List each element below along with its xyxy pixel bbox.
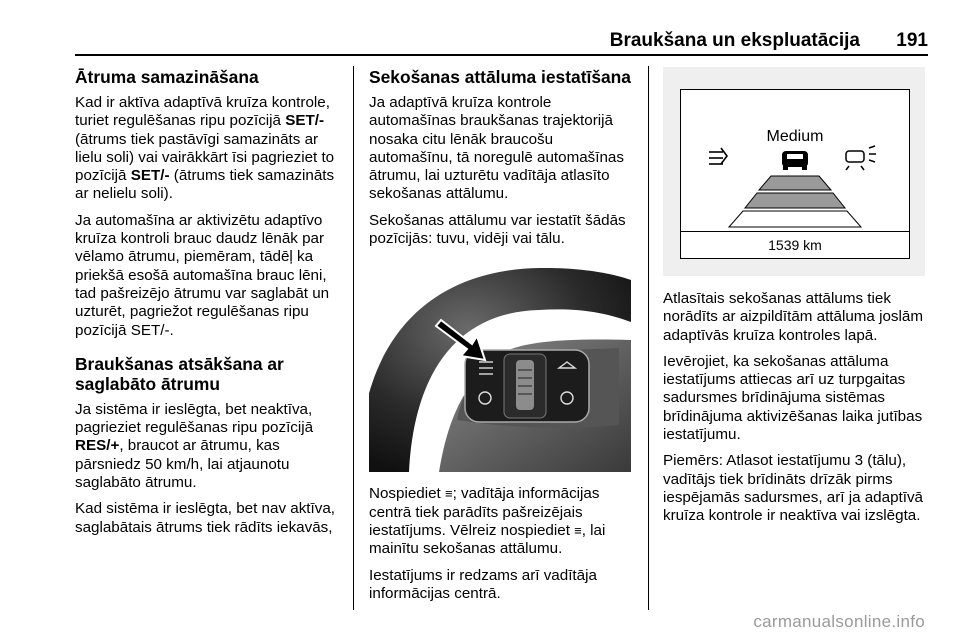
section-heading-speed-decrease: Ātruma samazināšana	[75, 67, 259, 87]
header-rule	[75, 54, 928, 56]
collision-alert-icon	[846, 146, 876, 170]
paragraph: Nospiediet ≡; vadītāja informācijas centrā tiek parādīts pašreizējais iestatījums. Vēlreiz nospiediet ≡, lai mainītu sekošanas attālumu.	[369, 485, 606, 558]
follow-distance-icon: ≡	[444, 486, 453, 502]
follow-distance-graphic	[681, 90, 909, 258]
watermark: carmanualsonline.info	[753, 612, 925, 631]
paragraph: Ievērojiet, ka sekošanas attāluma iestatījums attiecas arī uz turpgaitas sadursmes brīdinājuma sistēmas brīdinājuma aktivizēšanas laika jutības iestatījumu.	[663, 352, 923, 444]
paragraph: Kad sistēma ir ieslēgta, bet nav aktīva, saglabātais ātrums tiek rādīts iekavās,	[75, 500, 336, 536]
paragraph: Sekošanas attālumu var iestatīt šādās pozīcijās: tuvu, vidēji vai tālu.	[369, 211, 626, 248]
follow-distance-icon: ≡	[574, 522, 582, 538]
running-header-title: Braukšana un ekspluatācija	[609, 30, 860, 51]
display-separator	[681, 231, 909, 232]
section-heading-resume-speed: Braukšanas atsākšana ar saglabāto ātrumu	[75, 353, 284, 394]
column-divider	[353, 66, 354, 610]
driver-info-display-figure	[663, 67, 925, 276]
section-heading-follow-distance: Sekošanas attāluma iestatīšana	[369, 67, 631, 87]
steering-wheel-figure	[369, 260, 631, 472]
odometer-readout: 1539 km	[768, 237, 822, 253]
paragraph: Ja automašīna ar aktivizētu adaptīvo kruīza kontroli brauc daudz lēnāk par vēlamo ātrumu, piemēram, tādēļ ka priekšā esošā automašīna brauc lēni, tad pašreizējo ātrumu var saglabāt un uzturēt, pagriežot regulēšanas ripu pozīcijā SET/-.	[75, 211, 330, 339]
column-3	[663, 67, 933, 534]
paragraph: Piemērs: Atlasot iestatījumu 3 (tālu), vadītājs tiek brīdināts drīzāk pirms iespējamās sadursmes, arī ja adaptīvā kruīza kontrole ir neaktīva vai izslēgta.	[663, 452, 924, 525]
driver-info-display	[680, 89, 910, 259]
steering-wheel-illustration	[369, 260, 631, 472]
paragraph: Ja sistēma ir ieslēgta, bet neaktīva, pagrieziet regulēšanas ripu pozīcijā RES/+, braucot ar ātrumu, kas pārsniedz 50 km/h, lai atjaunotu saglabāto ātrumu.	[75, 400, 314, 492]
paragraph: Ja adaptīvā kruīza kontrole automašīnas braukšanas trajektorijā nosaka citu lēnāk braucošu automašīnu, tā noregulē automašīnas ātrumu, lai uzturētu vadītāja atlasīto sekošanas attālumu.	[369, 94, 624, 203]
follow-distance-icon	[709, 148, 727, 164]
paragraph: Iestatījums ir redzams arī vadītāja informācijas centrā.	[369, 566, 597, 602]
paragraph: Kad ir aktīva adaptīvā kruīza kontrole, turiet regulēšanas ripu pozīcijā SET/- (ātrums tiek pastāvīgi samazināts ar lielu soli) vai vairākkārt īsi pagrieziet to pozīcijā SET/- (ātrums tiek samazināts ar nelielu soli).	[75, 94, 335, 203]
column-divider	[648, 66, 649, 610]
follow-distance-mode: Medium	[766, 128, 824, 145]
vehicle-ahead-icon	[782, 151, 808, 170]
paragraph: Atlasītais sekošanas attālums tiek norādīts ar aizpildītām attāluma joslām adaptīvās kruīza kontroles lapā.	[663, 290, 923, 344]
column-2	[369, 67, 637, 611]
column-1	[75, 67, 345, 545]
page-number: 191	[896, 30, 928, 51]
